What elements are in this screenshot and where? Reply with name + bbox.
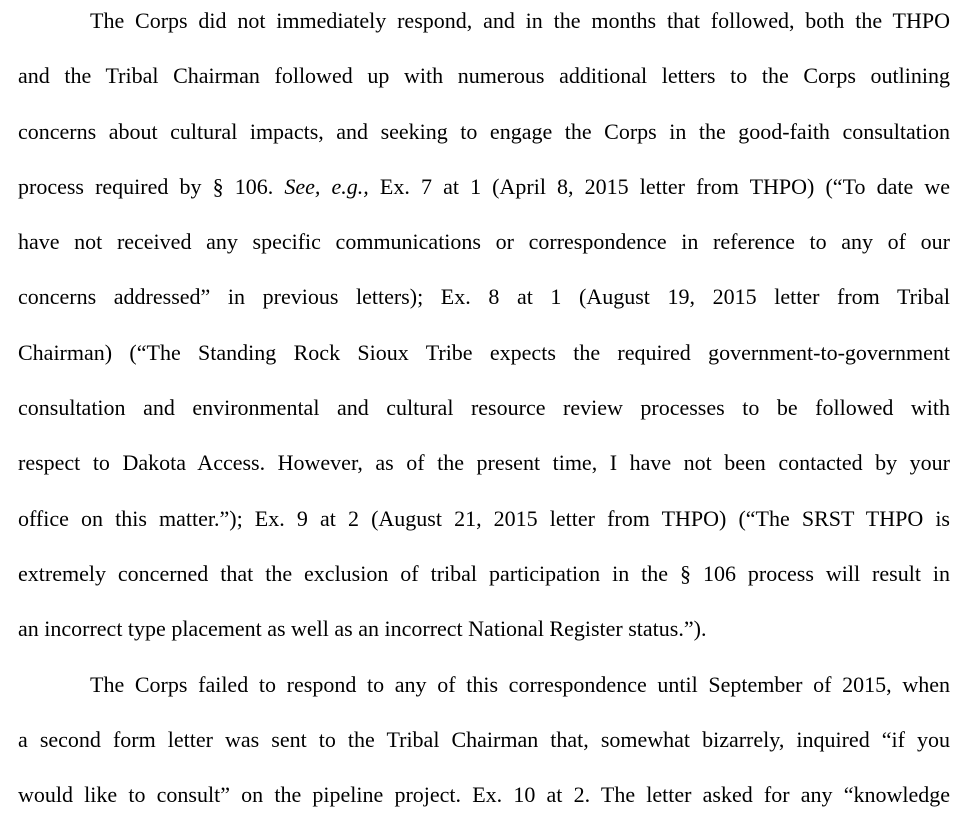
paragraph-1 [18,0,950,657]
text-segment: process required by § 106. [18,173,285,199]
text-line-with-citation-signal [18,159,950,214]
text-line: office on this matter.”); Ex. 9 at 2 (August 21, 2015 letter from THPO) (“The SRST THPO is [18,505,950,531]
citation-signal: See, e.g., [284,173,369,199]
text-line: have not received any specific communications or correspondence in reference to any of our [18,229,950,255]
text-line: extremely concerned that the exclusion of tribal participation in the § 106 process will result in [18,560,950,586]
text-line: The Corps failed to respond to any of this correspondence until September of 2015, when [90,671,950,697]
text-line: would like to consult” on the pipeline project. Ex. 10 at 2. The letter asked for any “knowledge [18,782,950,808]
document-body [18,0,950,822]
text-line: an incorrect type placement as well as an incorrect National Register status.”). [18,616,707,642]
text-line: Chairman) (“The Standing Rock Sioux Tribe expects the required government-to-government [18,339,950,365]
text-line: The Corps did not immediately respond, and in the months that followed, both the THPO [90,8,950,33]
text-line: consultation and environmental and cultural resource review processes to be followed with [18,395,950,421]
paragraph-2 [18,657,950,823]
text-line: concerns about cultural impacts, and seeking to engage the Corps in the good-faith consultation [18,118,950,144]
text-line: concerns addressed” in previous letters); Ex. 8 at 1 (August 19, 2015 letter from Tribal [18,284,950,310]
text-line: and the Tribal Chairman followed up with numerous additional letters to the Corps outlining [18,63,950,89]
text-line: respect to Dakota Access. However, as of the present time, I have not been contacted by your [18,450,950,476]
text-segment: Ex. 7 at 1 (April 8, 2015 letter from THPO) (“To date we [368,173,951,199]
text-line: a second form letter was sent to the Tribal Chairman that, somewhat bizarrely, inquired “if you [18,726,950,752]
